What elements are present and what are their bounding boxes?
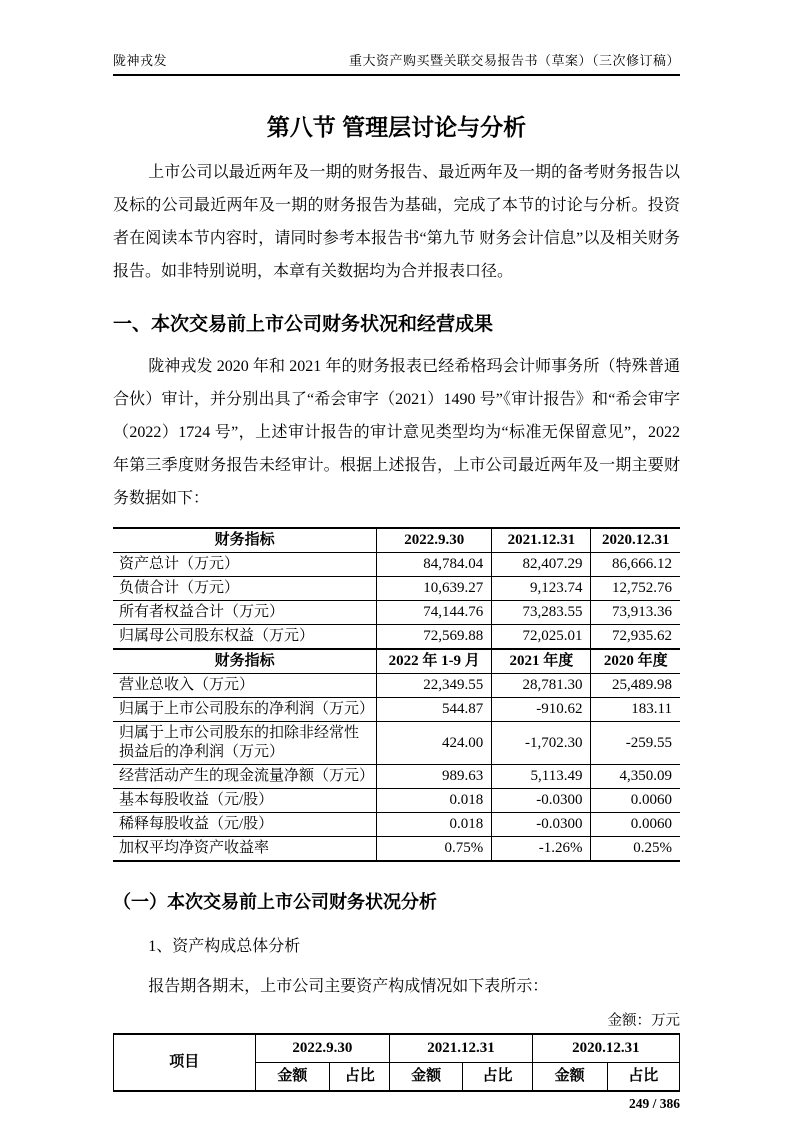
- ratio-header: 占比: [607, 1063, 680, 1092]
- value-cell: 424.00: [377, 722, 492, 765]
- table-row: [113, 765, 680, 789]
- value-cell: 0.75%: [377, 837, 492, 862]
- indicator-cell: 归属于上市公司股东的扣除非经常性损益后的净利润（万元）: [113, 722, 377, 765]
- indicator-cell: 所有者权益合计（万元）: [113, 601, 377, 625]
- period-group-header: 2022.9.30: [255, 1034, 390, 1063]
- table-header-row: [113, 528, 680, 553]
- value-cell: -0.0300: [492, 789, 591, 813]
- value-cell: 183.11: [591, 698, 680, 722]
- header-cell: 2020.12.31: [591, 528, 680, 553]
- table-row: [113, 837, 680, 862]
- value-cell: 84,784.04: [377, 553, 492, 577]
- indicator-cell: 经营活动产生的现金流量净额（万元）: [113, 765, 377, 789]
- value-cell: 74,144.76: [377, 601, 492, 625]
- indicator-cell: 基本每股收益（元/股）: [113, 789, 377, 813]
- value-cell: 0.018: [377, 789, 492, 813]
- header-cell: 财务指标: [214, 532, 275, 548]
- asset-composition-table: [113, 1033, 680, 1092]
- table-row: [113, 722, 680, 765]
- value-cell: 72,025.01: [492, 625, 591, 650]
- value-cell: 0.0060: [591, 789, 680, 813]
- amount-header: 金额: [532, 1063, 607, 1092]
- value-cell: 25,489.98: [591, 674, 680, 698]
- header-cell: 2021 年度: [492, 649, 591, 674]
- value-cell: -1.26%: [492, 837, 591, 862]
- page-number: 249 / 386: [628, 1096, 680, 1111]
- value-cell: 82,407.29: [492, 553, 591, 577]
- value-cell: 0.018: [377, 813, 492, 837]
- value-cell: 10,639.27: [377, 577, 492, 601]
- value-cell: 12,752.76: [591, 577, 680, 601]
- section-1-paragraph: 陇神戎发 2020 年和 2021 年的财务报表已经希格玛会计师事务所（特殊普通合伙）审计，并分别出具了“希会审字（2021）1490 号”《审计报告》和“希会审字（2022）1724 号”，上述审计报告的审计意见类型均为“标准无保留意见”，2022 年第三季度财务报告未经审计。根据上述报告，上市公司最近两年及一期主要财务数据如下：: [113, 358, 680, 507]
- table-row: [113, 577, 680, 601]
- value-cell: 544.87: [377, 698, 492, 722]
- header-cell: 2020 年度: [591, 649, 680, 674]
- ratio-header: 占比: [463, 1063, 533, 1092]
- value-cell: -259.55: [591, 722, 680, 765]
- numbered-item: 1、资产构成总体分析: [148, 938, 301, 955]
- value-cell: 989.63: [377, 765, 492, 789]
- header-cell: 2021.12.31: [492, 528, 591, 553]
- period-group-header: 2020.12.31: [532, 1034, 679, 1063]
- value-cell: 86,666.12: [591, 553, 680, 577]
- indicator-cell: 稀释每股收益（元/股）: [113, 813, 377, 837]
- table-row: [113, 698, 680, 722]
- value-cell: 28,781.30: [492, 674, 591, 698]
- table-group-header-row: [114, 1034, 680, 1063]
- header-company-name: 陇神戎发: [113, 53, 168, 68]
- amount-header: 金额: [255, 1063, 330, 1092]
- period-group-header: 2021.12.31: [390, 1034, 533, 1063]
- asset-intro-paragraph: 报告期各期末，上市公司主要资产构成情况如下表所示：: [148, 978, 549, 995]
- chapter-title: 第八节 管理层讨论与分析: [266, 114, 527, 140]
- value-cell: -910.62: [492, 698, 591, 722]
- indicator-cell: 营业总收入（万元）: [113, 674, 377, 698]
- table-row: [113, 674, 680, 698]
- header-report-title: 重大资产购买暨关联交易报告书（草案）（三次修订稿）: [348, 53, 680, 68]
- value-cell: 72,569.88: [377, 625, 492, 650]
- amount-header: 金额: [390, 1063, 463, 1092]
- value-cell: 0.0060: [591, 813, 680, 837]
- indicator-cell: 归属于上市公司股东的净利润（万元）: [113, 698, 377, 722]
- table-row: [113, 601, 680, 625]
- subsection-1-heading: （一）本次交易前上市公司财务状况分析: [113, 892, 437, 912]
- section-1-heading: 一、本次交易前上市公司财务状况和经营成果: [113, 314, 494, 335]
- value-cell: 5,113.49: [492, 765, 591, 789]
- value-cell: 0.25%: [591, 837, 680, 862]
- value-cell: 73,913.36: [591, 601, 680, 625]
- intro-paragraph: 上市公司以最近两年及一期的财务报告、最近两年及一期的备考财务报告以及标的公司最近两年及一期的财务报告为基础，完成了本节的讨论与分析。投资者在阅读本节内容时，请同时参考本报告书“第九节 财务会计信息”以及相关财务报告。如非特别说明，本章有关数据均为合并报表口径。: [113, 164, 680, 280]
- header-cell: 财务指标: [113, 649, 377, 674]
- value-cell: 22,349.55: [377, 674, 492, 698]
- value-cell: 9,123.74: [492, 577, 591, 601]
- value-cell: -1,702.30: [492, 722, 591, 765]
- indicator-cell: 加权平均净资产收益率: [113, 837, 377, 862]
- value-cell: 72,935.62: [591, 625, 680, 650]
- item-column-header: 项目: [114, 1034, 256, 1091]
- ratio-header: 占比: [330, 1063, 390, 1092]
- header-cell: 2022 年 1-9 月: [377, 649, 492, 674]
- unit-note: 金额：万元: [607, 1013, 680, 1029]
- financial-indicators-table: [113, 527, 680, 862]
- indicator-cell: 负债合计（万元）: [113, 577, 377, 601]
- value-cell: 73,283.55: [492, 601, 591, 625]
- header-cell: 2022.9.30: [377, 528, 492, 553]
- value-cell: -0.0300: [492, 813, 591, 837]
- table-row: [113, 625, 680, 650]
- table-row: [113, 813, 680, 837]
- table-header-row: [113, 649, 680, 674]
- indicator-cell: 归属母公司股东权益（万元）: [113, 625, 377, 650]
- table-row: [113, 789, 680, 813]
- table-row: [113, 553, 680, 577]
- indicator-cell: 资产总计（万元）: [113, 553, 377, 577]
- value-cell: 4,350.09: [591, 765, 680, 789]
- running-header: [113, 50, 680, 76]
